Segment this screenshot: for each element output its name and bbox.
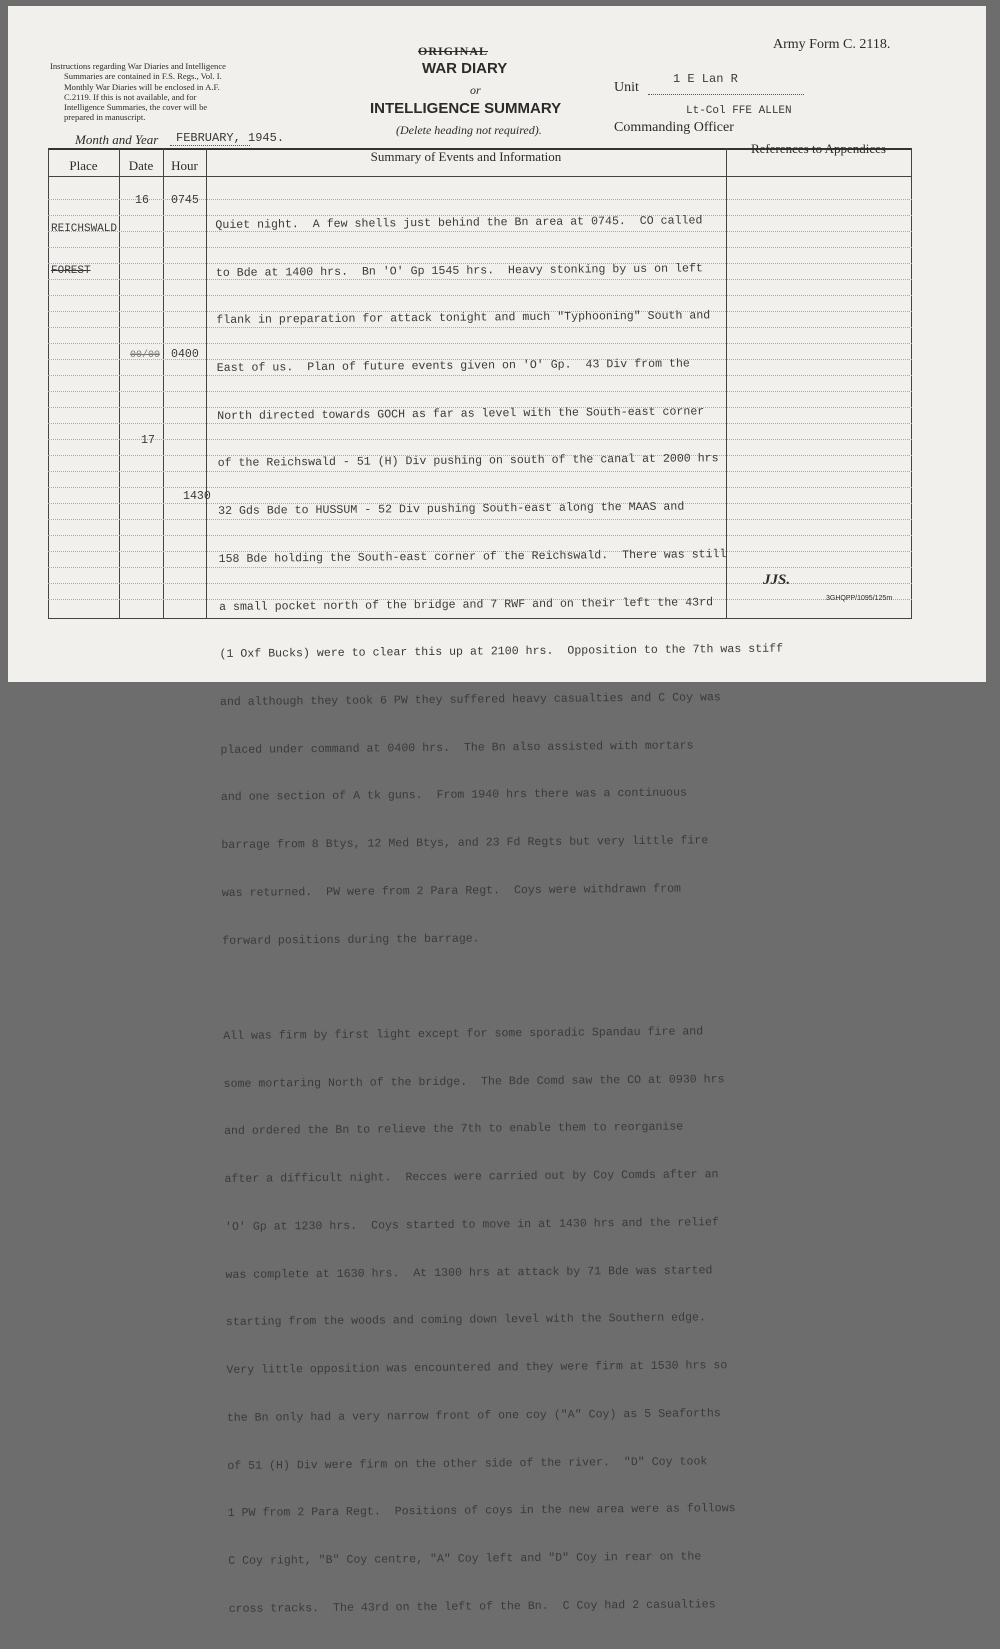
summary-line: C Coy right, "B" Coy centre, "A" Coy left and "D" Coy in rear on the	[228, 1550, 702, 1568]
summary-line: after a difficult night. Recces were carried out by Coy Comds after an	[224, 1168, 719, 1187]
summary-line: and one section of A tk guns. From 1940 hrs there was a continuous	[220, 786, 688, 805]
diary-page	[8, 6, 986, 1616]
summary-line: forward positions during the barrage.	[222, 932, 480, 948]
month-dotted-line	[170, 145, 250, 146]
column-divider	[163, 148, 164, 618]
unit-label: Unit	[614, 80, 639, 95]
summary-line: Very little opposition was encountered and they were firm at 1530 hrs so	[226, 1359, 728, 1378]
instructions-line: Summaries are contained in F.S. Regs., Vol. I.	[64, 71, 222, 82]
summary-line: East of us. Plan of future events given on 'O' Gp. 43 Div from the	[216, 357, 690, 375]
summary-line: cross tracks. The 43rd on the left of the Bn. C Coy had 2 casualties	[228, 1597, 716, 1616]
date-cell: 17	[141, 434, 155, 447]
printer-mark: 3GHQPP/1095/125m	[826, 595, 893, 602]
commanding-officer-label: Commanding Officer	[614, 120, 734, 135]
summary-line: starting from the woods and coming down level with the Southern edge.	[225, 1311, 707, 1330]
title-war-diary: WAR DIARY	[422, 60, 508, 77]
summary-line: placed under command at 0400 hrs. The Bn also assisted with mortars	[220, 739, 694, 757]
summary-line: flank in preparation for attack tonight and much "Typhooning" South and	[216, 309, 711, 328]
column-divider	[119, 148, 120, 618]
summary-line: 32 Gds Bde to HUSSUM - 52 Div pushing South-east along the MAAS and	[218, 500, 685, 519]
title-intelligence-summary: INTELLIGENCE SUMMARY	[370, 100, 562, 117]
summary-line: (1 Oxf Bucks) were to clear this up at 2100 hrs. Opposition to the 7th was stiff	[219, 642, 784, 662]
summary-line: and although they took 6 PW they suffered heavy casualties and C Coy was	[219, 691, 721, 709]
summary-line: to Bde at 1400 hrs. Bn 'O' Gp 1545 hrs. Heavy stonking by us on left	[215, 261, 703, 280]
instructions-line: prepared in manuscript.	[64, 112, 146, 123]
form-number: Army Form C. 2118.	[773, 37, 891, 52]
header-hour: Hour	[171, 158, 198, 173]
summary-line: some mortaring North of the bridge. The Bde Comd saw the CO at 0930 hrs	[223, 1072, 725, 1091]
instructions-line: Intelligence Summaries, the cover will be	[64, 102, 208, 113]
summary-text	[215, 181, 793, 1649]
place-line: FOREST	[51, 265, 91, 277]
summary-line: of 51 (H) Div were firm on the other side of the river. "D" Coy took	[227, 1454, 708, 1473]
hour-cell: 0745	[171, 194, 199, 207]
summary-line: the Bn only had a very narrow front of one coy ("A" Coy) as 5 Seaforths	[226, 1406, 721, 1425]
unit-value: 1 E Lan R	[673, 72, 738, 86]
original-stamp: ORIGINAL	[418, 44, 489, 58]
header-place: Place	[69, 158, 98, 173]
instructions-line: C.2119. If this is not available, and for	[64, 91, 197, 102]
summary-line: and ordered the Bn to relieve the 7th to enable them to reorganise	[224, 1121, 684, 1139]
place-cell	[51, 194, 117, 306]
summary-line: barrage from 8 Btys, 12 Med Btys, and 23 Fd Regts but very little fire	[221, 834, 709, 853]
place-line: REICHSWALD	[51, 223, 118, 235]
summary-line: 'O' Gp at 1230 hrs. Coys started to move in at 1430 hrs and the relief	[224, 1216, 720, 1234]
summary-line: All was firm by first light except for some sporadic Spandau fire and	[223, 1025, 704, 1043]
summary-line: a small pocket north of the bridge and 7 RWF and on their left the 43rd	[218, 595, 714, 614]
instructions-block	[50, 61, 290, 123]
summary-line: Quiet night. A few shells just behind the Bn area at 0745. CO called	[215, 214, 703, 232]
column-divider	[206, 148, 207, 618]
table-left-border	[48, 148, 49, 618]
hour-cell: 0400	[171, 348, 199, 361]
unit-dotted-line	[648, 94, 804, 95]
month-year-label: Month and Year	[75, 132, 159, 147]
table-header-rule	[48, 176, 912, 177]
header-summary: Summary of Events and Information	[370, 149, 562, 164]
delete-heading-note: (Delete heading not required).	[396, 123, 542, 137]
header-references: References to Appendices	[750, 141, 886, 156]
summary-line: was complete at 1630 hrs. At 1300 hrs at attack by 71 Bde was started	[225, 1263, 713, 1282]
summary-line: was returned. PW were from 2 Para Regt. Coys were withdrawn from	[221, 882, 682, 900]
summary-line	[223, 976, 787, 997]
summary-line: 1 PW from 2 Para Regt. Positions of coys in the new area were as follows	[227, 1502, 736, 1521]
header-date: Date	[128, 158, 154, 173]
table-right-border	[911, 148, 912, 618]
signature-initials: JJS.	[763, 572, 791, 588]
instructions-line: Instructions regarding War Diaries and Intelligence	[50, 61, 226, 71]
summary-line: of the Reichswald - 51 (H) Div pushing on south of the canal at 2000 hrs	[217, 452, 719, 471]
struck-date: 00/00	[130, 350, 161, 361]
date-cell: 16	[135, 194, 149, 207]
summary-line: North directed towards GOCH as far as level with the South-east corner	[217, 405, 705, 423]
instructions-line: Monthly War Diaries will be enclosed in A.F.	[64, 81, 220, 92]
month-year-value: FEBRUARY, 1945.	[176, 131, 285, 145]
title-or: or	[470, 83, 481, 97]
commanding-officer-value: Lt-Col FFE ALLEN	[686, 105, 792, 117]
summary-line: 158 Bde holding the South-east corner of the Reichswald. There was still	[218, 547, 727, 566]
hour-cell: 1430	[183, 490, 211, 503]
